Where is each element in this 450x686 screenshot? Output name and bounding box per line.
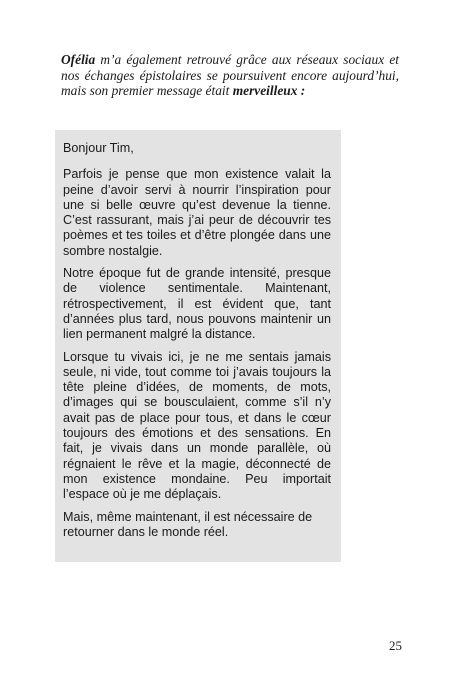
letter-greeting: Bonjour Tim, xyxy=(63,141,134,155)
intro-name: Ofélia xyxy=(61,52,96,67)
letter-box xyxy=(55,130,341,562)
letter-paragraph-4: Mais, même maintenant, il est nécessaire de retourner dans le monde réel. xyxy=(63,509,313,539)
page-number: 25 xyxy=(389,638,402,653)
intro-text: m’a également retrouvé grâce aux réseaux sociaux et nos échanges épistolaires se poursuivent encore aujourd’hui, mais son premier message était xyxy=(61,52,399,99)
intro-paragraph xyxy=(61,52,399,99)
letter-paragraph-1: Parfois je pense que mon existence valait la peine d’avoir servi à nourrir l’inspiration pour une si belle œuvre qu’est devenue la tienne. C’est rassurant, mais j’ai peur de découvrir tes poèmes et tes toiles et d’être plongée dans une sombre nostalgie. xyxy=(63,167,331,258)
intro-emphasis: merveilleux : xyxy=(232,83,306,99)
letter-paragraph-3: Lorsque tu vivais ici, je ne me sentais jamais seule, ni vide, tout comme toi j’avais toujours la tête pleine d’idées, de moments, de mots, d’images qui se bousculaient, comme s’il n’y avait pas de place pour tous, et dans le cœur toujours des émotions et des sensations. En fait, je vivais dans un monde parallèle, où régnaient le rêve et la magie, déconnecté de mon existence mondaine. Peu importait l’espace où je me déplaçais. xyxy=(63,349,331,502)
letter-paragraph-2: Notre époque fut de grande intensité, presque de violence sentimentale. Maintenant, rétrospectivement, il est évident que, tant d’années plus tard, nous pouvons maintenir un lien permanent malgré la distance. xyxy=(63,266,331,342)
